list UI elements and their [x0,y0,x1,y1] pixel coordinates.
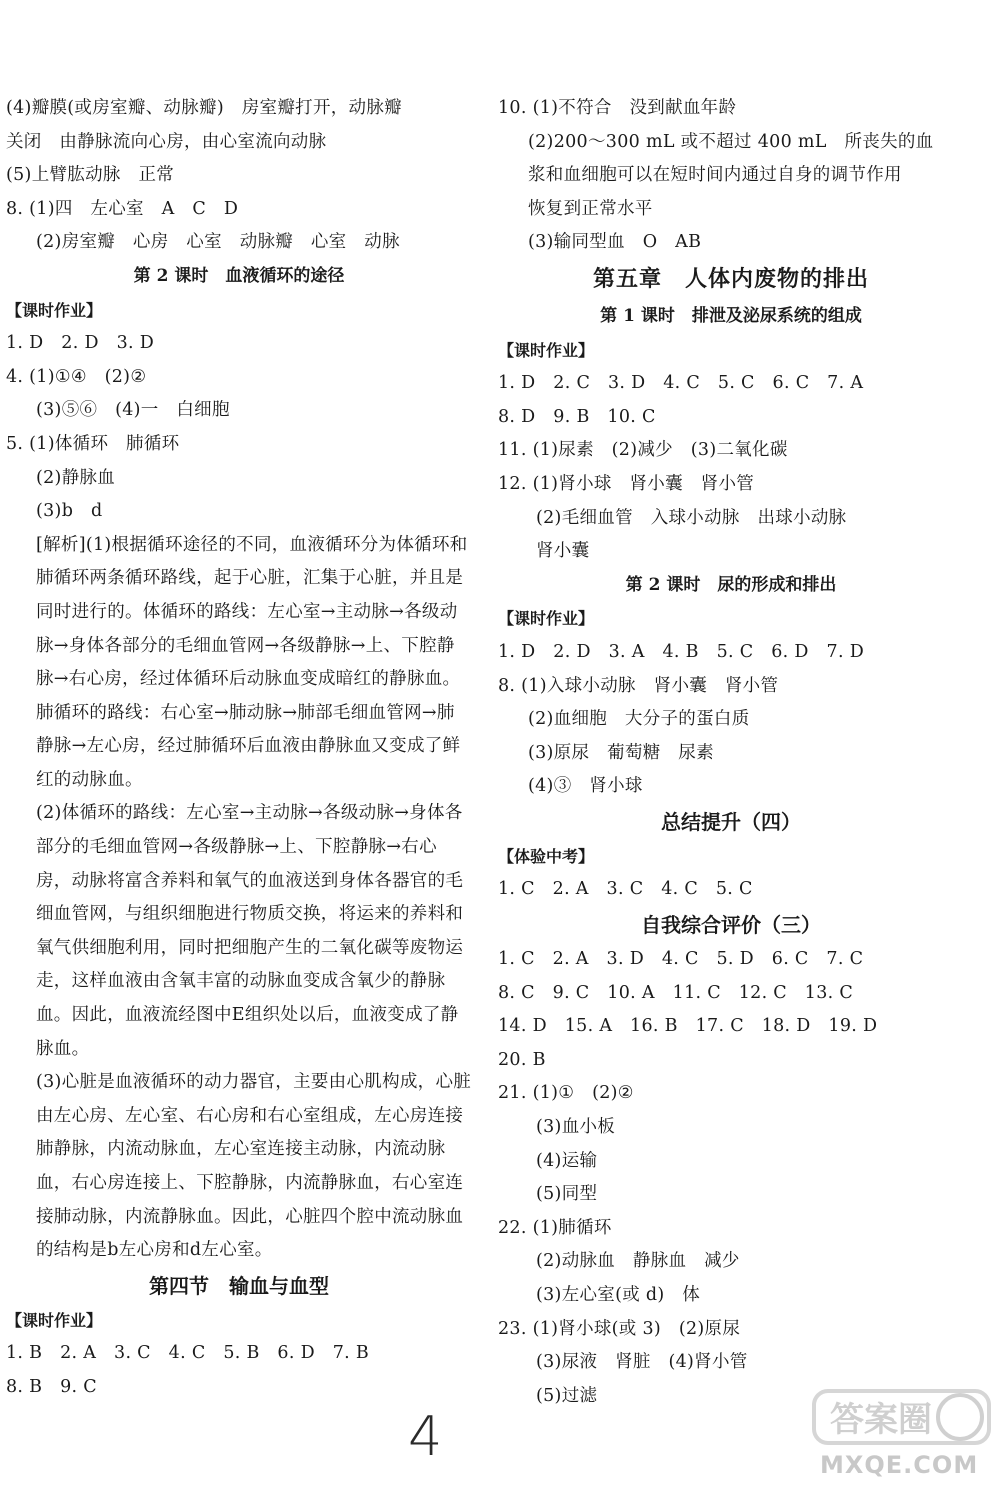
answer-line: (3)原尿 葡萄糖 尿素 [528,742,714,763]
answer-line: (4)③ 肾小球 [528,776,643,797]
answer-line: 4. (1)①④ (2)② [6,366,147,387]
exam-label: 【体验中考】 [498,846,595,866]
answer-line: 12. (1)肾小球 肾小囊 肾小管 [498,473,755,494]
answer-line: 关闭 由静脉流向心房，由心室流向动脉 [6,131,327,152]
homework-label: 【课时作业】 [6,300,103,320]
answer-line: (3)左心室(或 d) 体 [536,1285,701,1305]
answer-line: (5)同型 [536,1184,598,1205]
answer-line: (3)b d [36,501,103,522]
answer-line: 1. D 2. C 3. D 4. C 5. C 6. C 7. A [498,373,864,394]
answer-line: 11. (1)尿素 (2)减少 (3)二氧化碳 [498,440,788,461]
right-column [498,92,964,1413]
answer-line: 5. (1)体循环 肺循环 [6,433,180,454]
watermark-url: MXQE.COM [820,1451,979,1479]
answer-line: 8. D 9. B 10. C [498,406,656,427]
analysis-block [6,529,472,1268]
answer-line: 浆和血细胞可以在短时间内通过自身的调节作用 [528,165,902,186]
review-title: 自我综合评价（三） [641,913,821,938]
answer-line: 10. (1)不符合 没到献血年龄 [498,98,737,118]
answer-line: (2)静脉血 [36,467,116,488]
answer-line: (3)输同型血 O AB [528,232,702,253]
answer-line: (4)瓣膜(或房室瓣、动脉瓣) 房室瓣打开，动脉瓣 [6,98,402,118]
section-title: 第四节 输血与血型 [149,1273,329,1298]
analysis-paragraph: (3)心脏是血液循环的动力器官，主要由心肌构成，心脏由左心房、左心室、右心房和右心室组成，左心房连接肺静脉，内流动脉血，左心室连接主动脉，内流动脉血，右心房连接上、下腔静脉，内流静脉血，右心室连接肺动脉，内流静脉血。因此，心脏四个腔中流动脉血的结构是b左心房和d左心室。 [36,1072,472,1261]
chapter-title: 第五章 人体内废物的排出 [592,266,869,292]
answer-line: 恢复到正常水平 [528,198,653,219]
answer-line: (2)血细胞 大分子的蛋白质 [528,709,750,730]
answer-line: (5)过滤 [536,1385,598,1406]
answer-line: 1. D 2. D 3. A 4. B 5. C 6. D 7. D [498,641,865,662]
answer-line: 8. (1)入球小动脉 肾小囊 肾小管 [498,675,779,696]
answer-line: (4)运输 [536,1150,598,1171]
lesson-title: 第 2 课时 尿的形成和排出 [625,574,837,595]
homework-label: 【课时作业】 [498,340,595,360]
answer-line: 1. D 2. D 3. D [6,333,155,354]
answer-line: 1. B 2. A 3. C 4. C 5. B 6. D 7. B [6,1343,370,1364]
answer-line: 肾小囊 [536,541,590,562]
answer-line: (3)尿液 肾脏 (4)肾小管 [536,1352,748,1373]
answer-line: 8. B 9. C [6,1376,97,1397]
lesson-title: 第 1 课时 排泄及泌尿系统的组成 [600,305,862,326]
analysis-paragraph: [解析](1)根据循环途径的不同，血液循环分为体循环和肺循环两条循环路线，起于心脏，汇集于心脏，并且是同时进行的。体循环的路线：左心室→主动脉→各级动脉→身体各部分的毛细血管网→各级静脉→上、下腔静脉→右心房，经过体循环后动脉血变成暗红的静脉血。肺循环的路线：右心室→肺动脉→肺部毛细血管网→肺静脉→左心房，经过肺循环后血液由静脉血又变成了鲜红的动脉血。 [36,534,468,790]
answer-line: (2)200～300 mL 或不超过 400 mL 所丧失的血 [528,131,934,152]
watermark-logo-text: 答案圈 [830,1400,932,1440]
answer-line: (3)⑤⑥ (4)一 白细胞 [36,400,230,421]
answer-line: (2)动脉血 静脉血 减少 [536,1251,740,1272]
answer-line: (2)毛细血管 入球小动脉 出球小动脉 [536,507,847,528]
homework-label: 【课时作业】 [6,1310,103,1330]
homework-label: 【课时作业】 [498,609,595,629]
answer-line: 1. C 2. A 3. C 4. C 5. C [498,879,753,900]
answer-line: 14. D 15. A 16. B 17. C 18. D 19. D [498,1016,878,1037]
answer-line: 22. (1)肺循环 [498,1217,612,1238]
left-column [6,92,472,1405]
page-number: 4 [408,1405,443,1468]
answer-line: (2)房室瓣 心房 心室 动脉瓣 心室 动脉 [36,232,400,253]
analysis-paragraph: (2)体循环的路线：左心室→主动脉→各级动脉→身体各部分的毛细血管网→各级静脉→上、下腔静脉→右心房，动脉将富含养料和氧气的血液送到身体各器官的毛细血管网，与组织细胞进行物质交换，将运来的养料和氧气供细胞利用，同时把细胞产生的二氧化碳等废物运走，这样血液由含氧丰富的动脉血变成含氧少的静脉血。因此，血液流经图中E组织处以后，血液变成了静脉血。 [36,803,464,1059]
watermark-logo [810,1385,995,1480]
answer-line: 1. C 2. A 3. D 4. C 5. D 6. C 7. C [498,949,864,970]
answer-line: 8. (1)四 左心室 A C D [6,198,239,219]
answer-line: 20. B [498,1049,546,1070]
answer-line: 21. (1)① (2)② [498,1083,634,1104]
answer-line: 8. C 9. C 10. A 11. C 12. C 13. C [498,982,854,1003]
lesson-title: 第 2 课时 血液循环的途径 [133,265,345,286]
answer-line: (3)血小板 [536,1117,616,1138]
answer-line: 23. (1)肾小球(或 3) (2)原尿 [498,1318,741,1339]
answer-line: (5)上臂肱动脉 正常 [6,165,175,186]
summary-title: 总结提升（四） [661,809,801,834]
